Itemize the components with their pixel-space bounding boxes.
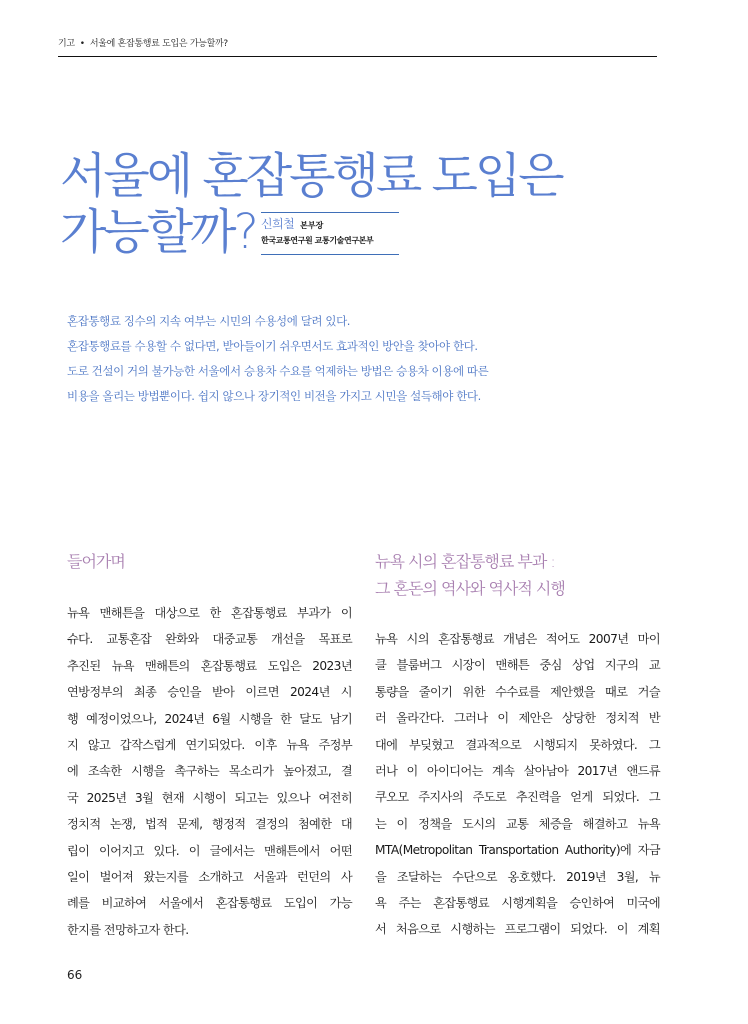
body-line: 정치적 논쟁, 법적 문제, 행정적 결정의 첨예한 대 bbox=[67, 817, 352, 832]
body-line: 례를 비교하여 서울에서 혼잡통행료 도입이 가능 bbox=[67, 896, 352, 911]
header-running-title: 서울에 혼잡통행료 도입은 가능할까? bbox=[89, 39, 228, 49]
body-line: 행 예정이었으나, 2024년 6월 시행을 한 달도 남기 bbox=[67, 711, 352, 726]
body-column-right bbox=[375, 626, 660, 943]
lede-line: 혼잡통행료 징수의 지속 여부는 시민의 수용성에 달려 있다. bbox=[67, 314, 351, 328]
body-line: 쿠오모 주지사의 주도로 추진력을 얻게 되었다. 그 bbox=[375, 790, 660, 805]
author-byline bbox=[261, 212, 399, 255]
body-line: 뉴욕 시의 혼잡통행료 개념은 적어도 2007년 마이 bbox=[375, 632, 660, 646]
body-line: 뉴욕 맨해튼을 대상으로 한 혼잡통행료 부과가 이 bbox=[67, 606, 352, 620]
body-line: 슈다. 교통혼잡 완화와 대중교통 개선을 목표로 bbox=[67, 632, 352, 647]
body-line: 러나 이 아이디어는 계속 살아남아 2017년 앤드류 bbox=[375, 764, 660, 779]
author-role: 본부장 bbox=[300, 221, 324, 230]
body-line: 지 않고 갑작스럽게 연기되었다. 이후 뉴욕 주정부 bbox=[67, 738, 352, 753]
lede-line: 비용을 올리는 방법뿐이다. 쉽지 않으나 장기적인 비전을 가지고 시민을 설득해야 한다. bbox=[67, 389, 481, 403]
running-header bbox=[58, 36, 657, 57]
article-lede bbox=[67, 309, 547, 409]
body-line: 서 처음으로 시행하는 프로그램이 되었다. 이 계획 bbox=[375, 922, 660, 937]
body-line: 클 블룸버그 시장이 맨해튼 중심 상업 지구의 교 bbox=[375, 658, 660, 673]
body-line: 에 조속한 시행을 촉구하는 목소리가 높아졌고, 결 bbox=[67, 764, 352, 779]
body-line: MTA(Metropolitan Transportation Authority)에 자금 bbox=[375, 843, 660, 858]
body-line: 통량을 줄이기 위한 수수료를 제안했을 때로 거슬 bbox=[375, 684, 660, 699]
body-line: 립이 이어지고 있다. 이 글에서는 맨해튼에서 어떤 bbox=[67, 843, 352, 858]
body-line: 추진된 뉴욕 맨해튼의 혼잡통행료 도입은 2023년 bbox=[67, 658, 352, 673]
body-line: 국 2025년 3월 현재 시행이 되고는 있으나 여전히 bbox=[67, 790, 352, 805]
lede-line: 도로 건설이 거의 불가능한 서울에서 승용차 수요를 억제하는 방법은 승용차 이용에 따른 bbox=[67, 364, 489, 378]
lede-line: 혼잡통행료를 수용할 수 없다면, 받아들이기 쉬우면서도 효과적인 방안을 찾아야 한다. bbox=[67, 339, 478, 353]
article-title-line-2: 가능할까? bbox=[60, 204, 256, 260]
header-section-label: 기고 bbox=[58, 39, 75, 49]
article-title-line-1: 서울에 혼잡통행료 도입은 bbox=[60, 148, 562, 204]
author-name-row bbox=[261, 216, 399, 234]
body-line: 한지를 전망하고자 한다. bbox=[67, 922, 189, 937]
body-line: 대에 부딪혔고 결과적으로 시행되지 못하였다. 그 bbox=[375, 737, 660, 752]
section-heading-intro bbox=[67, 548, 125, 575]
section-heading-newyork bbox=[375, 548, 565, 602]
body-line: 일이 벌어져 왔는지를 소개하고 서울과 런던의 사 bbox=[67, 870, 352, 885]
body-line: 연방정부의 최종 승인을 받아 이르면 2024년 시 bbox=[67, 685, 352, 700]
page-number: 66 bbox=[67, 968, 83, 982]
author-name: 신희철 bbox=[261, 217, 295, 231]
body-line: 는 이 정책을 도시의 교통 체증을 해결하고 뉴욕 bbox=[375, 816, 660, 831]
body-line: 러 올라간다. 그러나 이 제안은 상당한 정치적 반 bbox=[375, 711, 660, 726]
body-line: 을 조달하는 수단으로 옹호했다. 2019년 3월, 뉴 bbox=[375, 869, 660, 884]
section-heading-line: 들어가며 bbox=[67, 552, 125, 571]
section-heading-line: 그 혼돈의 역사와 역사적 시행 bbox=[375, 579, 565, 598]
header-separator: • bbox=[79, 39, 85, 49]
body-line: 욕 주는 혼잡통행료 시행계획을 승인하여 미국에 bbox=[375, 896, 660, 911]
author-affiliation: 한국교통연구원 교통기술연구본부 bbox=[261, 236, 374, 245]
body-column-left bbox=[67, 600, 352, 943]
section-heading-line: 뉴욕 시의 혼잡통행료 부과 : bbox=[375, 552, 555, 571]
